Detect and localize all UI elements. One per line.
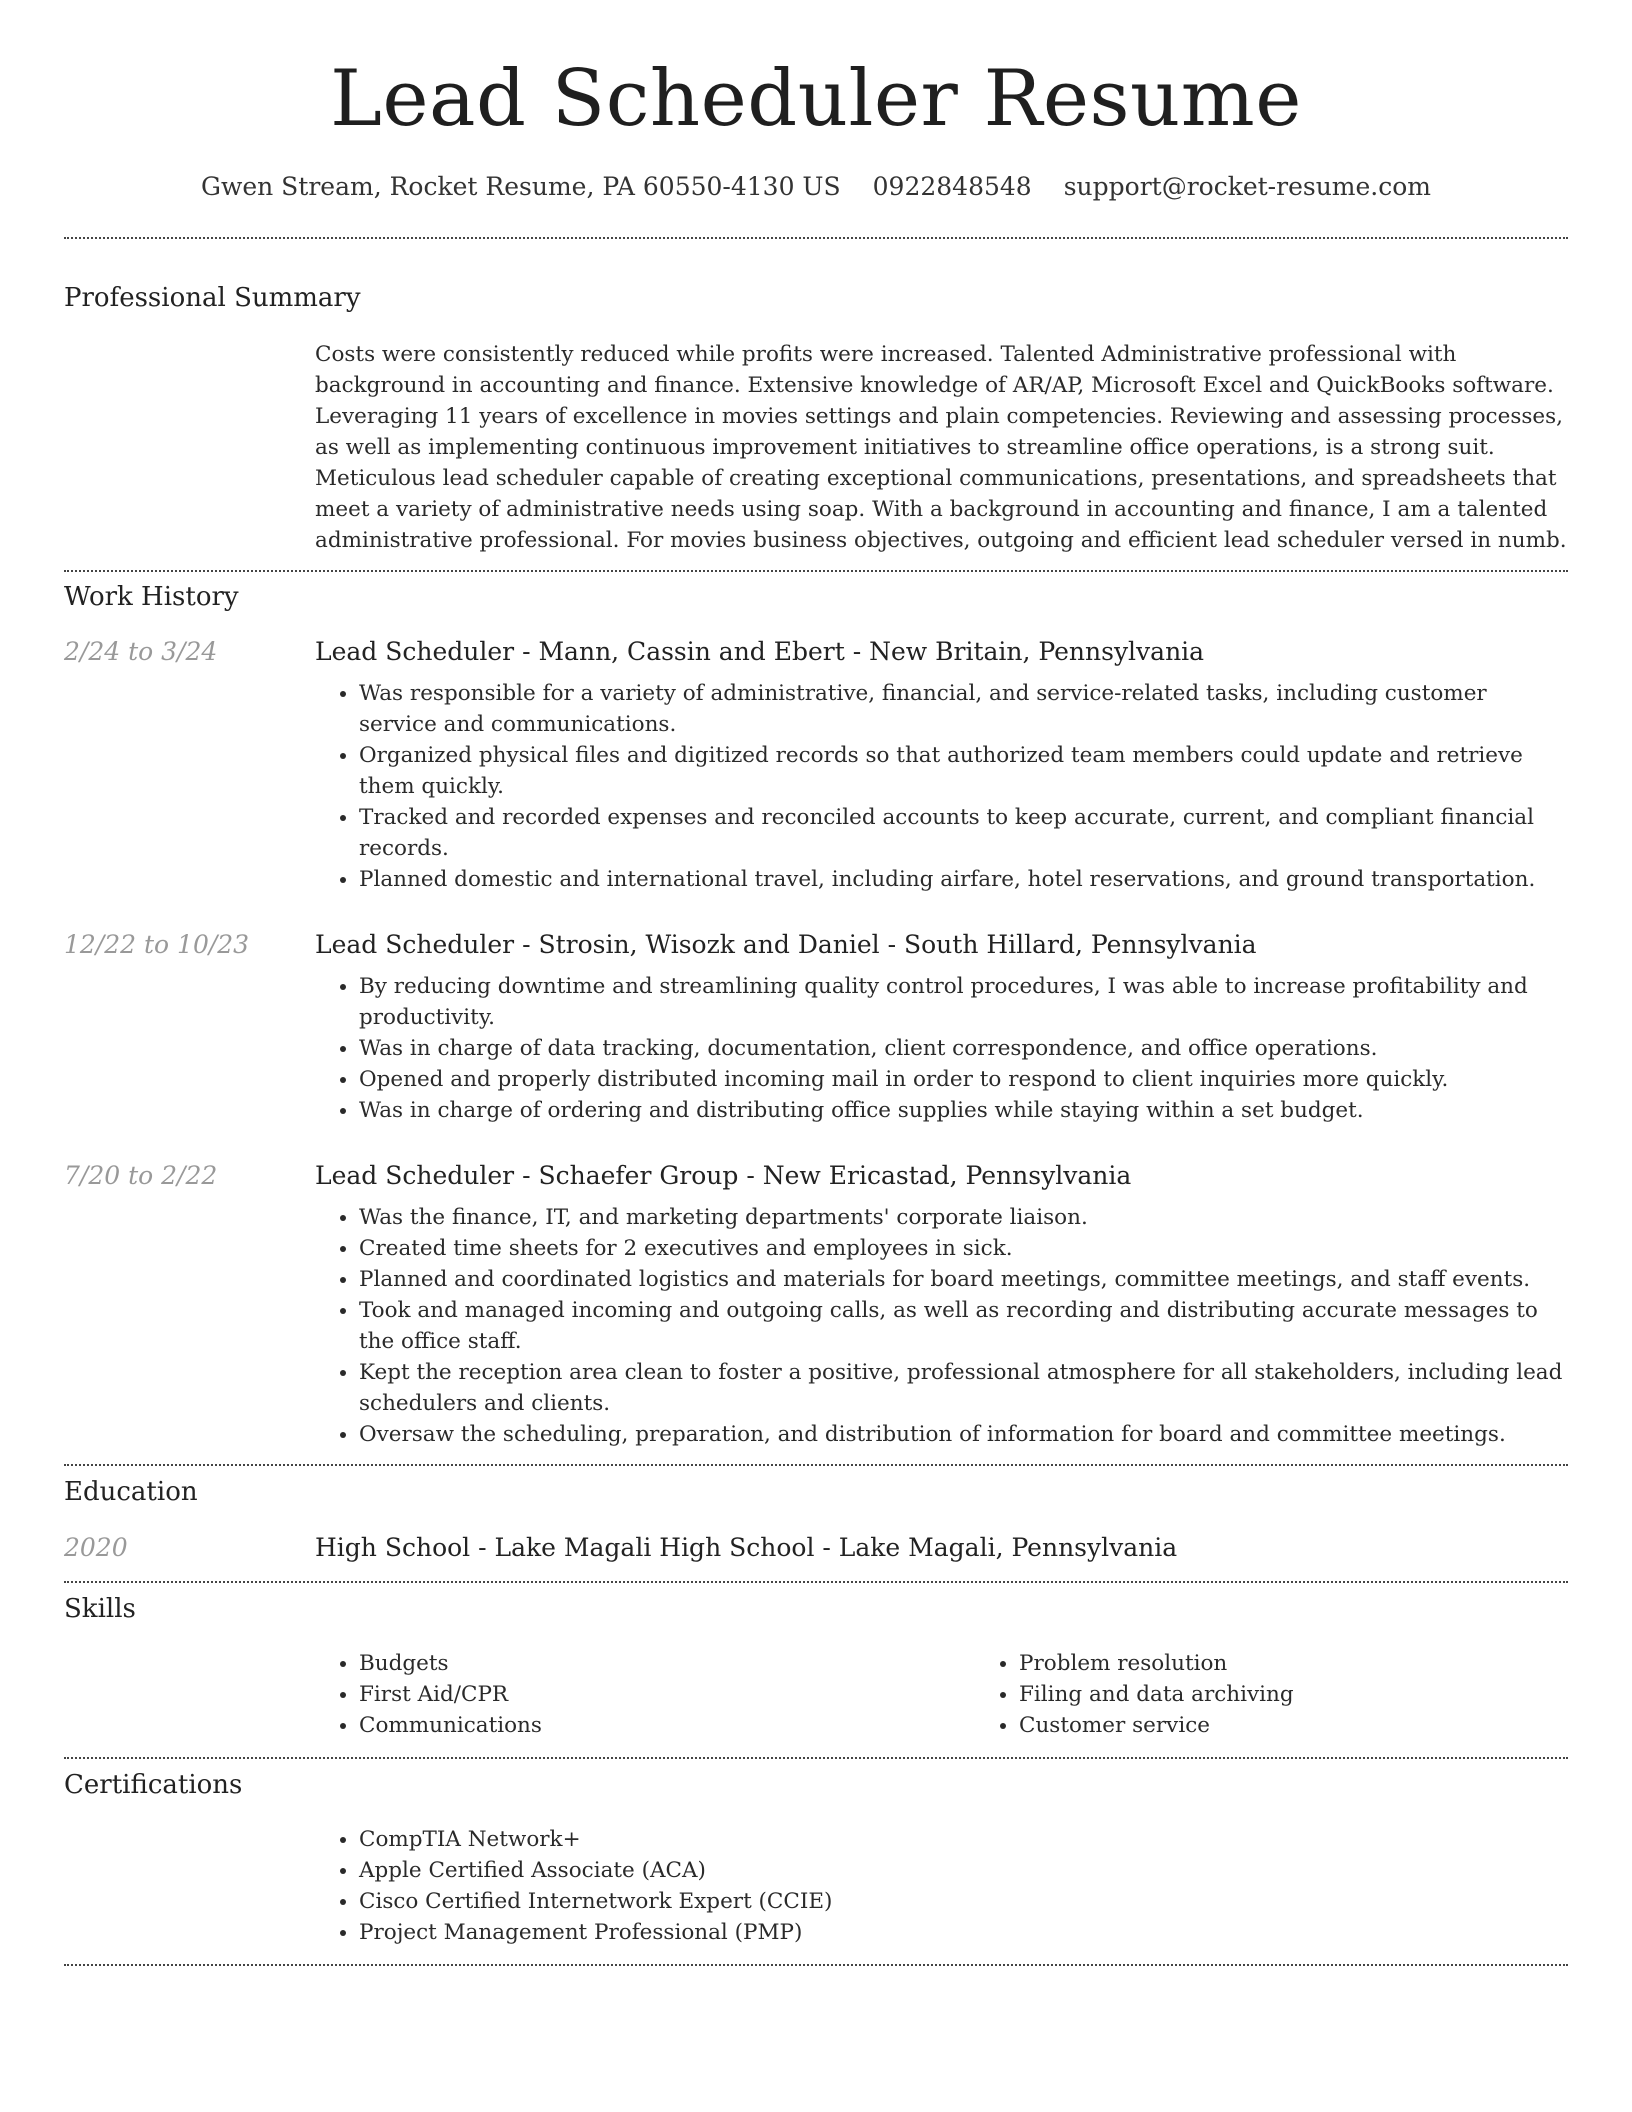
list-item: • Was responsible for a variety of administrative, financial, and service-related tasks, including customer service and communications. [359, 678, 1568, 740]
job-header [64, 1161, 1568, 1190]
job-spacer [64, 666, 315, 895]
certifications-row [64, 1824, 1568, 1948]
list-item: • Budgets [359, 1648, 975, 1679]
job-title: Lead Scheduler - Mann, Cassin and Ebert - New Britain, Pennsylvania [315, 637, 1205, 666]
summary-section [64, 239, 1568, 570]
education-year: 2020 [64, 1533, 128, 1562]
list-item: • Filing and data archiving [1019, 1679, 1632, 1710]
skills-columns [315, 1648, 1568, 1741]
list-item: • Apple Certified Associate (ACA) [359, 1855, 1568, 1886]
summary-text: Costs were consistently reduced while profits were increased. Talented Administrative professional with background in accounting and finance. Extensive knowledge of AR/AP, Microsoft Excel and QuickBooks software. Leveraging 11 years of excellence in movies settings and plain competencies. Reviewing and assessing processes, as well as implementing continuous improvement initiatives to streamline office operations, is a strong suit. Meticulous lead scheduler capable of creating exceptional communications, presentations, and spreadsheets that meet a variety of administrative needs using soap. With a background in accounting and finance, I am a talented administrative professional. For movies business objectives, outgoing and efficient lead scheduler versed in numb. [315, 342, 1567, 553]
list-item: • Project Management Professional (PMP) [359, 1917, 1568, 1948]
certifications-list [315, 1824, 1568, 1948]
job-header [64, 930, 1568, 959]
section-divider [64, 1964, 1568, 1966]
list-item: • First Aid/CPR [359, 1679, 975, 1710]
job-bullets [315, 971, 1568, 1126]
resume-title: Lead Scheduler Resume [330, 54, 1302, 144]
contact-address: Gwen Stream, Rocket Resume, PA 60550-4130 US [200, 172, 841, 201]
certifications-heading: Certifications [64, 1770, 243, 1800]
certifications-spacer [64, 1824, 315, 1948]
certifications-section [64, 1759, 1568, 1964]
job-details [64, 1190, 1568, 1450]
work-section [64, 572, 1568, 1464]
list-item: • Planned and coordinated logistics and materials for board meetings, committee meetings, and staff events. [359, 1264, 1568, 1295]
list-item: • Was in charge of data tracking, documentation, client correspondence, and office operations. [359, 1033, 1568, 1064]
list-item: • Tracked and recorded expenses and reconciled accounts to keep accurate, current, and compliant financial records. [359, 802, 1568, 864]
list-item: • CompTIA Network+ [359, 1824, 1568, 1855]
list-item: • Was in charge of ordering and distributing office supplies while staying within a set budget. [359, 1095, 1568, 1126]
job-title: Lead Scheduler - Strosin, Wisozk and Daniel - South Hillard, Pennsylvania [315, 930, 1257, 959]
job-bullets [315, 1202, 1568, 1450]
list-item: • Opened and properly distributed incoming mail in order to respond to client inquiries more quickly. [359, 1064, 1568, 1095]
list-item: • Customer service [1019, 1710, 1632, 1741]
work-heading: Work History [64, 582, 239, 612]
skills-spacer [64, 1648, 315, 1741]
job-dates: 2/24 to 3/24 [64, 637, 218, 666]
summary-row [64, 339, 1568, 570]
job-details [64, 666, 1568, 895]
education-row [64, 1533, 1568, 1562]
job-title: Lead Scheduler - Schaefer Group - New Ericastad, Pennsylvania [315, 1161, 1132, 1190]
education-heading: Education [64, 1477, 198, 1507]
skills-list-right [975, 1648, 1632, 1741]
list-item: • Oversaw the scheduling, preparation, and distribution of information for board and committee meetings. [359, 1419, 1568, 1450]
contact-line [64, 172, 1568, 201]
list-item: • Planned domestic and international travel, including airfare, hotel reservations, and ground transportation. [359, 864, 1568, 895]
summary-spacer [64, 339, 315, 556]
skills-section [64, 1583, 1568, 1757]
list-item: • Communications [359, 1710, 975, 1741]
skills-list-left [315, 1648, 975, 1741]
job-spacer [64, 959, 315, 1126]
job-dates: 7/20 to 2/22 [64, 1161, 218, 1190]
contact-email: support@rocket-resume.com [1063, 172, 1432, 201]
contact-phone: 0922848548 [872, 172, 1032, 201]
summary-heading: Professional Summary [64, 283, 361, 313]
job-bullets [315, 678, 1568, 895]
list-item: • Created time sheets for 2 executives and employees in sick. [359, 1233, 1568, 1264]
skills-row [64, 1648, 1568, 1741]
job-entry [64, 930, 1568, 1126]
list-item: • Kept the reception area clean to foster a positive, professional atmosphere for all stakeholders, including lead schedulers and clients. [359, 1357, 1568, 1419]
education-entry: High School - Lake Magali High School - Lake Magali, Pennsylvania [315, 1533, 1178, 1562]
job-spacer [64, 1190, 315, 1450]
list-item: • Was the finance, IT, and marketing departments' corporate liaison. [359, 1202, 1568, 1233]
job-dates: 12/22 to 10/23 [64, 930, 250, 959]
list-item: • Organized physical files and digitized records so that authorized team members could update and retrieve them quickly. [359, 740, 1568, 802]
job-entry [64, 1161, 1568, 1464]
skills-heading: Skills [64, 1594, 136, 1624]
job-entry [64, 637, 1568, 895]
list-item: • Cisco Certified Internetwork Expert (CCIE) [359, 1886, 1568, 1917]
job-header [64, 637, 1568, 666]
list-item: • Took and managed incoming and outgoing calls, as well as recording and distributing accurate messages to the office staff. [359, 1295, 1568, 1357]
list-item: • Problem resolution [1019, 1648, 1632, 1679]
education-section [64, 1466, 1568, 1581]
job-details [64, 959, 1568, 1126]
list-item: • By reducing downtime and streamlining quality control procedures, I was able to increase profitability and productivity. [359, 971, 1568, 1033]
